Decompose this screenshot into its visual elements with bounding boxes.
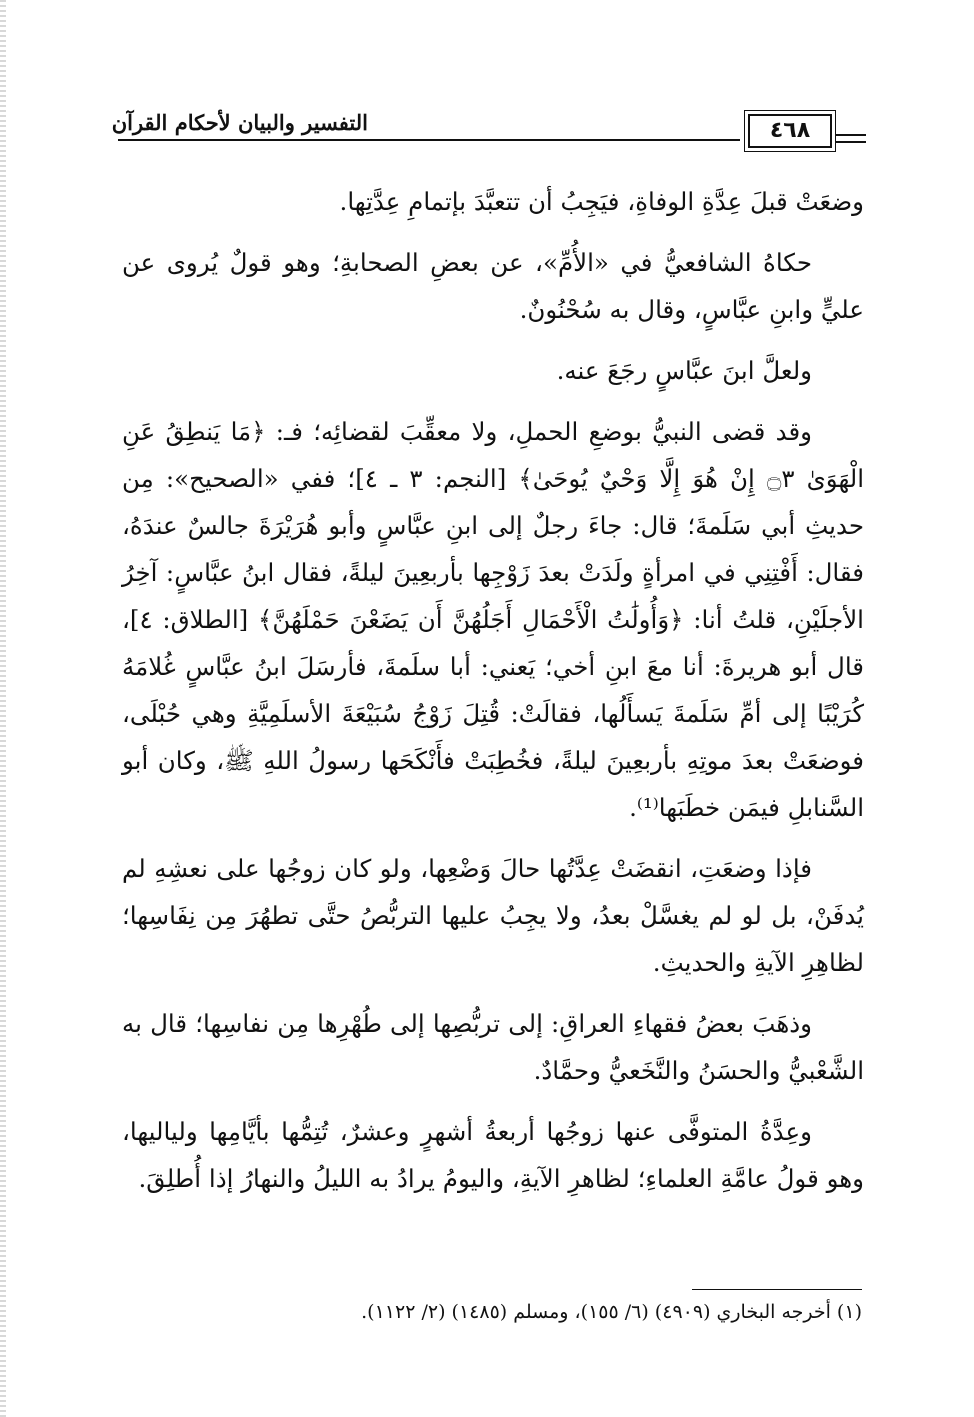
body-text [122,178,864,1216]
paragraph: وضعَتْ قبلَ عِدَّةِ الوفاةِ، فيَجِبُ أن تتعبَّدَ بإتمامِ عِدَّتِها. [339,187,864,216]
paragraph: وعِدَّةُ المتوفَّى عنها زوجُها أربعةُ أشهرٍ وعشرٌ، تُتِمُّها بأيَّامِها ولياليها، وهو قولُ عامَّةِ العلماءِ؛ لظاهرِ الآيةِ، واليومُ يرادُ به الليلُ والنهارُ إذا أُطلِقَ. [122,1117,864,1193]
scan-edge [0,0,6,1417]
header-dash [836,134,866,136]
header-dash [836,141,866,143]
footnote: (١) أخرجه البخاري (٤٩٠٩) (٦/ ١٥٥)، ومسلم (١٤٨٥) (٢/ ١١٢٢). [361,1301,862,1323]
paragraph: حكاهُ الشافعيُّ في «الأُمِّ»، عن بعضِ الصحابةِ؛ وهو قولٌ يُروى عن عليٍّ وابنِ عبَّاسٍ، وقال به سُحْنُونٌ. [122,248,864,324]
paragraph: وقد قضى النبيُّ بوضعِ الحملِ، ولا معقِّبَ لقضائِه؛ فـ: ﴿مَا يَنطِقُ عَنِ الْهَوَىٰ ۝٣ إِنْ هُوَ إِلَّا وَحْيٌ يُوحَىٰ﴾ [النجم: ٣ ـ ٤]؛ ففي «الصحيح»: مِن حديثِ أبي سَلَمةَ؛ قال: جاءَ رجلٌ إلى ابنِ عبَّاسٍ وأبو هُرَيْرَةَ جالسٌ عندَهُ، فقال: أَفْتِنِي في امرأةٍ ولَدَتْ بعدَ زَوْجِها بأربعِينَ ليلةً، فقال ابنُ عبَّاسٍ: آخِرُ الأجلَيْنِ، قلتُ أنا: ﴿وَأُولَٰتُ الْأَحْمَالِ أَجَلُهُنَّ أَن يَضَعْنَ حَمْلَهُنَّ﴾ [الطلاق: ٤]، قال أبو هريرةَ: أنا معَ ابنِ أخي؛ يَعني: أبا سلَمةَ، فأرسَلَ ابنُ عبَّاسٍ غُلامَهُ كُرَيْبًا إلى أمِّ سَلَمةَ يَسأَلُها، فقالَتْ: قُتِلَ زَوْجُ سُبَيْعَةَ الأسلَمِيَّةِ وهي حُبْلَى، فوضعَتْ بعدَ موتِهِ بأربعِينَ ليلةً، فخُطِبَتْ فأَنْكَحَها رسولُ اللهِ ﷺ، وكان أبو السَّنابلِ فيمَن خطَبَها⁽¹⁾. [122,417,865,822]
footnote-rule [692,1289,862,1290]
page-number-frame [748,114,832,148]
paragraph: ولعلَّ ابنَ عبَّاسٍ رجَعَ عنه. [556,356,812,385]
paragraph: وذهَبَ بعضُ فقهاءِ العراقِ: إلى تربُّصِها إلى طُهْرِها مِن نفاسِها؛ قال به الشَّعْبيُّ والحسَنُ والنَّخَعيُّ وحمَّادٌ. [122,1009,864,1085]
running-title: التفسير والبيان لأحكام القرآن [111,110,368,135]
header-rule [118,139,740,141]
paragraph: فإذا وضعَتِ، انقضَتْ عِدَّتُها حالَ وَضْعِها، ولو كان زوجُها على نعشِهِ لم يُدفَنْ، بل لو لم يغسَّلْ بعدُ، ولا يجِبُ عليها التربُّصُ حتَّى تطهُرَ مِن نِفَاسِها؛ لظاهِرِ الآيةِ والحديثِ. [122,854,864,977]
page-number: ٤٦٨ [769,118,811,143]
page-header [111,100,866,160]
